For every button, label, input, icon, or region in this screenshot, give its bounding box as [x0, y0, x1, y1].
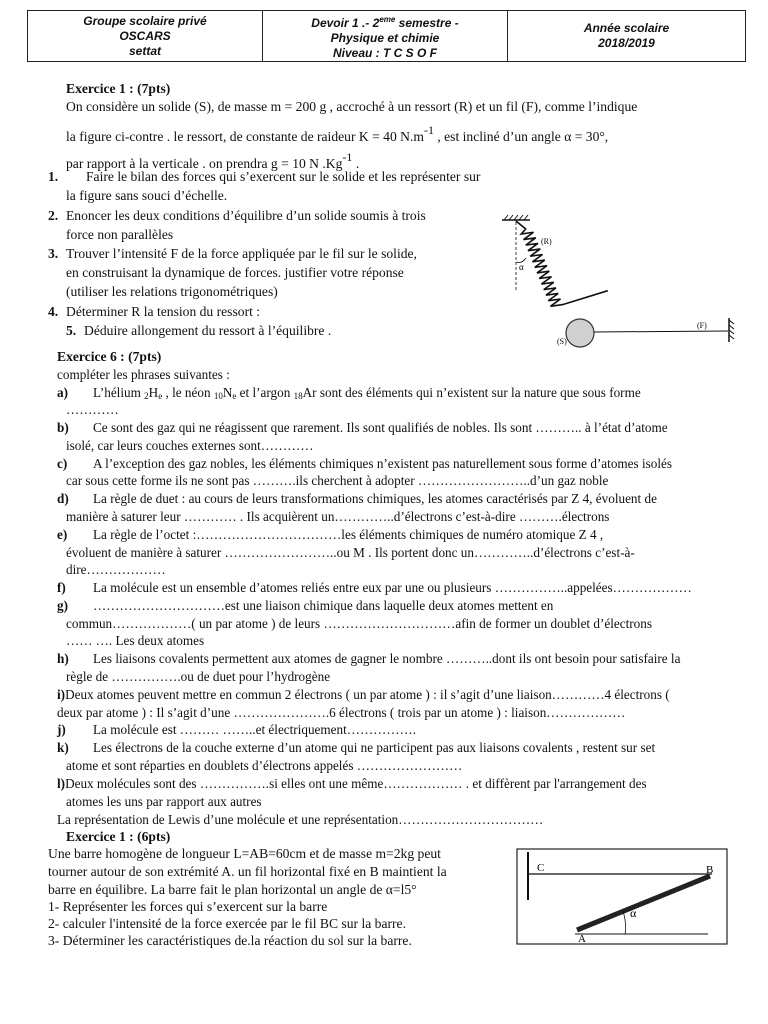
- q3-text: (utiliser les relations trigonométriques): [66, 284, 278, 299]
- q3-text: en construisant la dynamique de forces. justifier votre réponse: [66, 265, 404, 280]
- item-g: g) …………………………est une liaison chimique dans laquelle deux atomes mettent en: [57, 598, 554, 613]
- item-i-cont: deux par atome ) : Il s’agit d’une ………………….6 électrons ( trois par un atome ) : liaison………………: [57, 705, 626, 720]
- item-b: b) Ce sont des gaz qui ne réagissent que rarement. Ils sont qualifiés de nobles. Ils sont ……….. à l’état d’atome: [57, 420, 668, 435]
- item-a-cont: …………: [66, 402, 119, 417]
- figure-frame: [517, 849, 727, 944]
- label-b: B: [706, 864, 714, 876]
- item-j: j) La molécule est ……… ……..et électriquement…………….: [57, 722, 417, 737]
- ex1-text-line: par rapport à la verticale . on prendra g = 10 N .Kg-1 .: [66, 150, 360, 171]
- label-alpha: α: [630, 906, 637, 920]
- q1-text: la figure sans souci d’échelle.: [66, 188, 228, 203]
- q2-text: force non parallèles: [66, 227, 174, 242]
- ex6-title: Exercice 6 : (7pts): [57, 349, 162, 364]
- q2-number: 2.: [48, 208, 59, 223]
- item-l: l)Deux molécules sont des …………….si elles ont une même……………… . et diffèrent par l'arrangement des: [57, 776, 647, 791]
- q5-text: Déduire allongement du ressort à l’équilibre .: [84, 323, 332, 338]
- item-b-cont: isolé, car leurs couches externes sont…………: [66, 438, 314, 453]
- school-city: settat: [128, 43, 161, 58]
- ex1b-q3: 3- Déterminer les caractéristiques de.la réaction du sol sur la barre.: [48, 933, 412, 948]
- item-a: a) L’hélium $_2H_e$ , le néon $_{10}N_e$ et l’argon $_{18}$Ar sont des éléments qui n’existent sur la nature que sous forme: [57, 385, 641, 401]
- school-brand: OSCARS: [119, 28, 171, 43]
- q3-text: Trouver l’intensité F de la force appliquée par le fil sur le solide,: [66, 246, 417, 261]
- item-i: i)Deux atomes peuvent mettre en commun 2 électrons ( un par atome ) : il s’agit d’une liaison…………4 électrons (: [57, 687, 670, 702]
- label-f: (F): [697, 321, 707, 330]
- q3-number: 3.: [48, 246, 59, 261]
- label-c: C: [537, 862, 545, 874]
- q1-number: 1.: [48, 169, 59, 184]
- exam-level: Niveau : T C S O F: [332, 45, 437, 60]
- item-d: d) La règle de duet : au cours de leurs transformations chimiques, les atomes caractérisés par Z 4, évoluent de: [57, 491, 657, 506]
- ex1b-q1: 1- Représenter les forces qui s’exercent sur la barre: [48, 899, 328, 914]
- exam-title: Devoir 1 .- 2eme semestre -: [311, 14, 459, 30]
- ex6-intro: compléter les phrases suivantes :: [57, 367, 230, 382]
- item-e-cont: évoluent de manière à saturer ……………………..ou M . Ils portent donc un…………..d’électrons c’est-à-: [66, 545, 635, 560]
- angle-arc: [623, 911, 626, 934]
- q4-number: 4.: [48, 304, 59, 319]
- year-label: Année scolaire: [583, 21, 670, 35]
- school-name: Groupe scolaire privé: [83, 13, 207, 28]
- item-f: f) La molécule est un ensemble d’atomes reliés entre eux par une ou plusieurs ……………..appelées………………: [57, 580, 692, 595]
- item-e: e) La règle de l’octet :……………………………les éléments chimiques de numéro atomique Z 4 ,: [57, 527, 604, 542]
- ex1-text-line: On considère un solide (S), de masse m = 200 g , accroché à un ressort (R) et un fil (F), comme l’indique: [66, 99, 638, 114]
- q4-text: Déterminer R la tension du ressort :: [66, 304, 261, 319]
- ex1b-text-line: Une barre homogène de longueur L=AB=60cm et de masse m=2kg peut: [48, 846, 441, 861]
- ex1b-title: Exercice 1 : (6pts): [66, 829, 171, 844]
- bar-ab: [577, 876, 710, 930]
- ex1-title: Exercice 1 : (7pts): [66, 81, 171, 96]
- ex1-text-line: la figure ci-contre . le ressort, de constante de raideur K = 40 N.m-1 , est incliné d’un angle α = 30°,: [66, 123, 609, 144]
- lewis-line: La représentation de Lewis d’une molécule et une représentation……………………………: [57, 812, 544, 827]
- q5-number: 5.: [66, 323, 77, 338]
- item-c-cont: car sous cette forme ils ne sont pas ……….ils cherchent à adopter ……………………..d’un gaz noble: [66, 473, 609, 488]
- q1-text: Faire le bilan des forces qui s’exercent sur le solide et les représenter sur: [86, 169, 481, 184]
- exam-subject: Physique et chimie: [330, 30, 440, 45]
- item-e-cont: dire………………: [66, 562, 166, 577]
- item-h-cont: règle de …………….ou de duet pour l’hydrogène: [66, 669, 331, 684]
- label-s: (S): [557, 337, 567, 346]
- label-r: (R): [541, 237, 552, 246]
- item-l-cont: atomes les uns par rapport aux autres: [66, 794, 262, 809]
- item-k-cont: atome et sont réparties en doublets d’électrons appelés ……………………: [66, 758, 463, 773]
- ex1b-text-line: tourner autour de son extrémité A. un fil horizontal fixé en B maintient la: [48, 864, 447, 879]
- item-g-cont: …… …. Les deux atomes: [66, 633, 205, 648]
- label-a: A: [578, 933, 586, 945]
- item-g-cont: commun………………( un par atome ) de leurs …………………………afin de former un doublet d’électrons: [66, 616, 652, 631]
- ex1b-q2: 2- calculer l'intensité de la force exercée par le fil BC sur la barre.: [48, 916, 406, 931]
- label-alpha: α: [519, 262, 524, 272]
- item-d-cont: manière à saturer leur ………… . Ils acquièrent un…………..d’électrons c’est-à-dire ……….électrons: [66, 509, 610, 524]
- item-k: k) Les électrons de la couche externe d’un atome qui ne participent pas aux liaisons covalents , restent sur set: [57, 740, 656, 755]
- ex1b-text-line: barre en équilibre. La barre fait le plan horizontal un angle de α=l5°: [48, 882, 417, 897]
- item-h: h) Les liaisons covalents permettent aux atomes de gagner le nombre ………..dont ils ont besoin pour satisfaire la: [57, 651, 681, 666]
- q2-text: Enoncer les deux conditions d’équilibre d’un solide soumis à trois: [66, 208, 426, 223]
- item-c: c) A l’exception des gaz nobles, les éléments chimiques n’existent pas naturellement sous forme d’atomes isolés: [57, 456, 673, 471]
- year-value: 2018/2019: [598, 36, 655, 50]
